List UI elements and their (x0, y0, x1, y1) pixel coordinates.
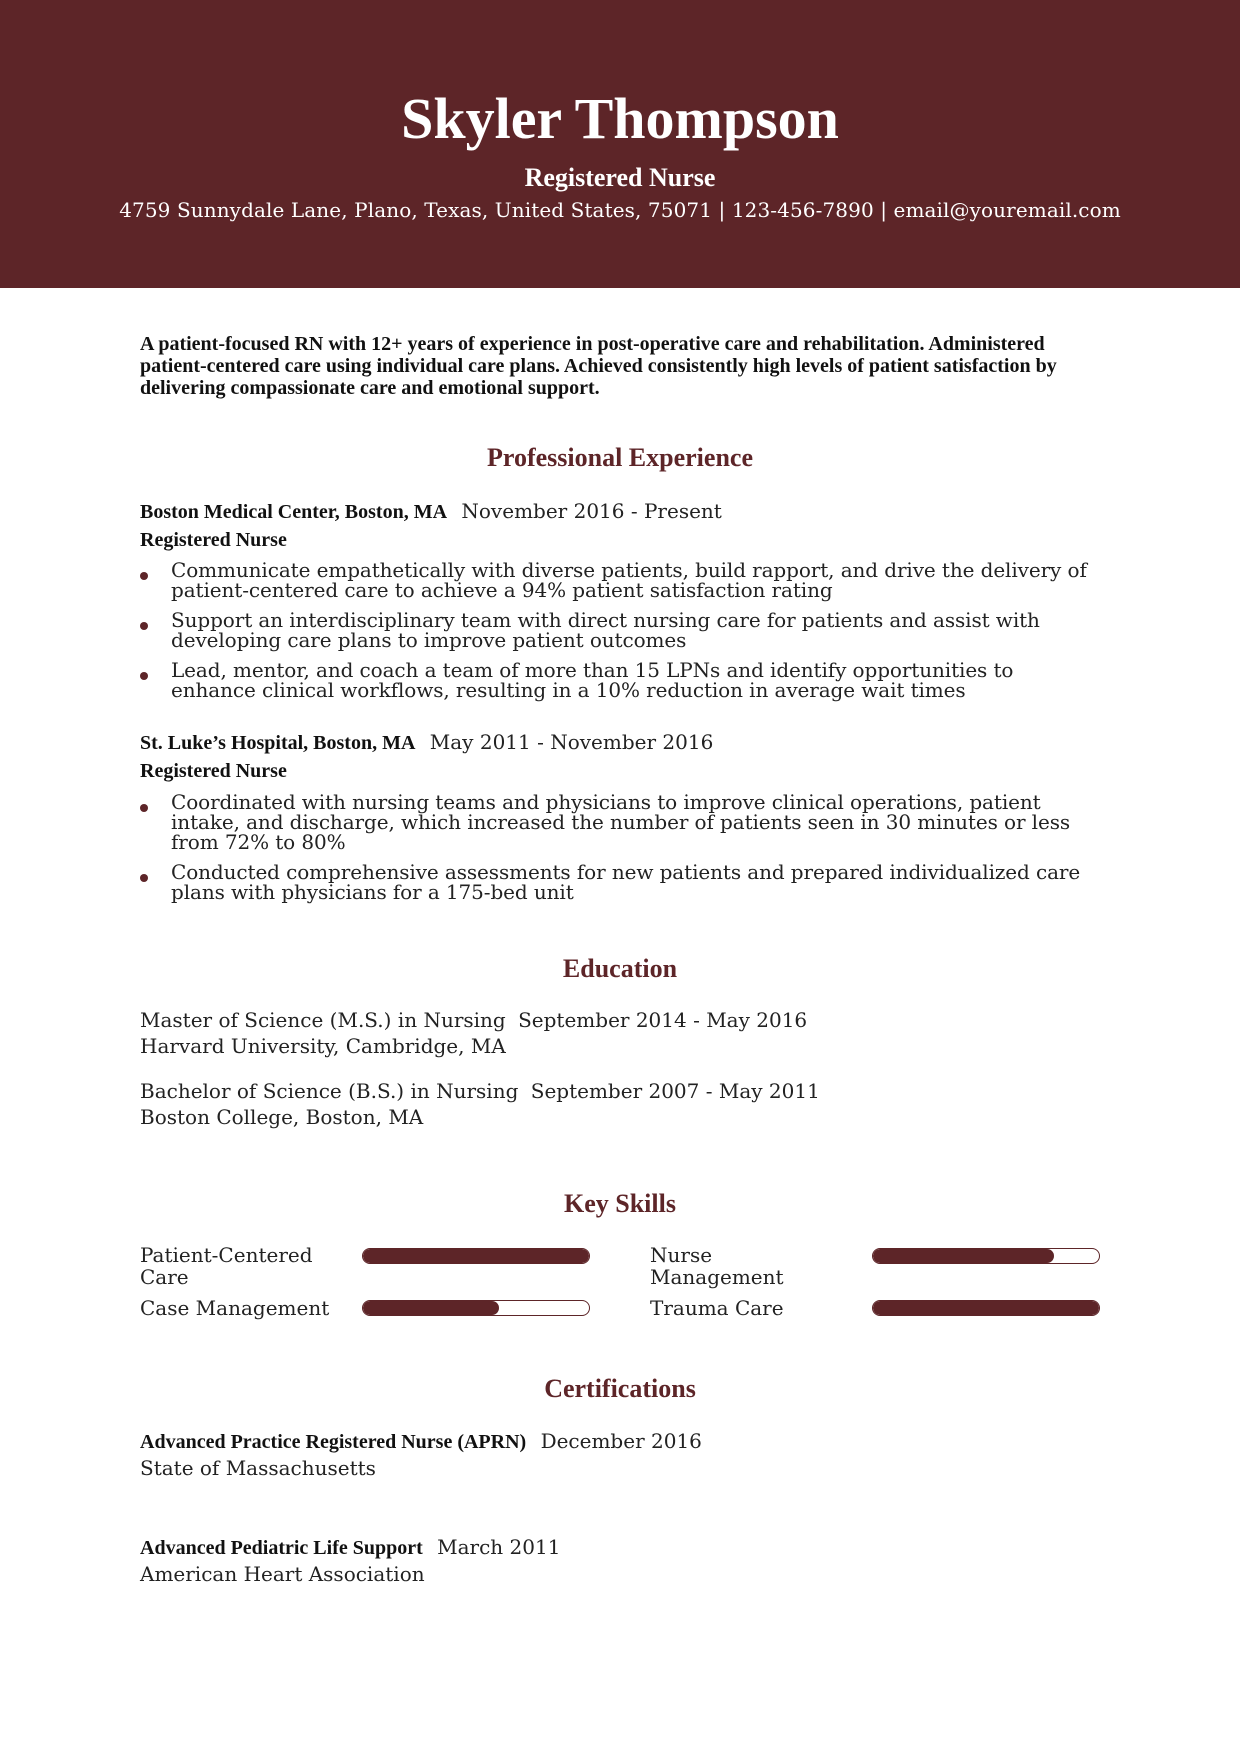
bullet-icon (140, 672, 148, 680)
certification-issuer: State of Massachusetts (140, 1456, 376, 1480)
professional-summary: A patient-focused RN with 12+ years of experience in post-operative care and rehabilitation. Administered patient-centered care using individual care plans. Achieved consistently high levels of patient satisfaction by delivering compassionate care and emotional support. (140, 333, 1057, 399)
certification-header (140, 1534, 560, 1561)
bullet-icon (140, 572, 148, 580)
job-bullets (140, 792, 1100, 912)
job-title: Registered Nurse (140, 760, 287, 782)
contact-line: 4759 Sunnydale Lane, Plano, Texas, United States, 75071 | 123-456-7890 | email@youremail.com (119, 198, 1121, 222)
education-item (140, 1007, 807, 1059)
certification-header (140, 1428, 702, 1455)
candidate-name: Skyler Thompson (401, 86, 839, 151)
skill-name: Nurse Management (650, 1243, 784, 1289)
skill-level-fill (873, 1249, 1054, 1263)
degree-dates: September 2014 - May 2016 (518, 1008, 808, 1032)
degree-name: Bachelor of Science (B.S.) in Nursing (140, 1079, 519, 1103)
bullet-text: Support an interdisciplinary team with direct nursing care for patients and assist with developing care plans to improve patient outcomes (171, 608, 1040, 652)
certification-name: Advanced Practice Registered Nurse (APRN) (140, 1431, 527, 1453)
job-dates: May 2011 - November 2016 (429, 730, 714, 754)
experience-section-title: Professional Experience (487, 443, 753, 472)
bullet-icon (140, 804, 148, 812)
education-item (140, 1078, 820, 1130)
bullet-text: Coordinated with nursing teams and physicians to improve clinical operations, patient intake, and discharge, which increased the number of patients seen in 30 minutes or less from 72% to 80% (171, 790, 1071, 854)
certification-date: March 2011 (437, 1535, 561, 1559)
school-name: Harvard University, Cambridge, MA (140, 1034, 506, 1058)
list-item (140, 792, 1100, 852)
job-bullets (140, 560, 1100, 710)
degree-name: Master of Science (M.S.) in Nursing (140, 1008, 506, 1032)
skill-level-bar (362, 1248, 590, 1264)
certifications-section-title: Certifications (544, 1374, 696, 1403)
bullet-text: Lead, mentor, and coach a team of more than 15 LPNs and identify opportunities to enhance clinical workflows, resulting in a 10% reduction in average wait times (171, 658, 1014, 702)
resume-header (0, 0, 1240, 288)
skill-level-fill (873, 1301, 1099, 1315)
job-header (140, 729, 713, 756)
list-item (140, 560, 1100, 600)
bullet-text: Communicate empathetically with diverse patients, build rapport, and drive the delivery of patient-centered care to achieve a 94% patient satisfaction rating (171, 558, 1087, 602)
job-header (140, 498, 722, 525)
job-title: Registered Nurse (140, 529, 287, 551)
job-company: St. Luke’s Hospital, Boston, MA (140, 732, 416, 754)
skill-level-bar (872, 1300, 1100, 1316)
certification-name: Advanced Pediatric Life Support (140, 1537, 423, 1559)
list-item (140, 610, 1100, 650)
job-dates: November 2016 - Present (461, 499, 722, 523)
degree-dates: September 2007 - May 2011 (530, 1079, 820, 1103)
list-item (140, 660, 1100, 700)
certification-date: December 2016 (540, 1429, 702, 1453)
skills-section-title: Key Skills (564, 1189, 676, 1218)
skill-name: Case Management (140, 1296, 330, 1320)
job-company: Boston Medical Center, Boston, MA (140, 501, 448, 523)
certification-issuer: American Heart Association (140, 1562, 425, 1586)
skill-name: Trauma Care (650, 1296, 784, 1320)
education-section-title: Education (562, 954, 678, 983)
skill-level-fill (363, 1301, 499, 1315)
bullet-icon (140, 874, 148, 882)
bullet-icon (140, 622, 148, 630)
skill-level-bar (362, 1300, 590, 1316)
list-item (140, 862, 1100, 902)
candidate-role: Registered Nurse (524, 163, 716, 192)
skill-name: Patient-Centered Care (140, 1243, 313, 1289)
skill-level-bar (872, 1248, 1100, 1264)
school-name: Boston College, Boston, MA (140, 1105, 424, 1129)
skill-level-fill (363, 1249, 589, 1263)
bullet-text: Conducted comprehensive assessments for new patients and prepared individualized care plans with physicians for a 175-bed unit (171, 860, 1081, 904)
